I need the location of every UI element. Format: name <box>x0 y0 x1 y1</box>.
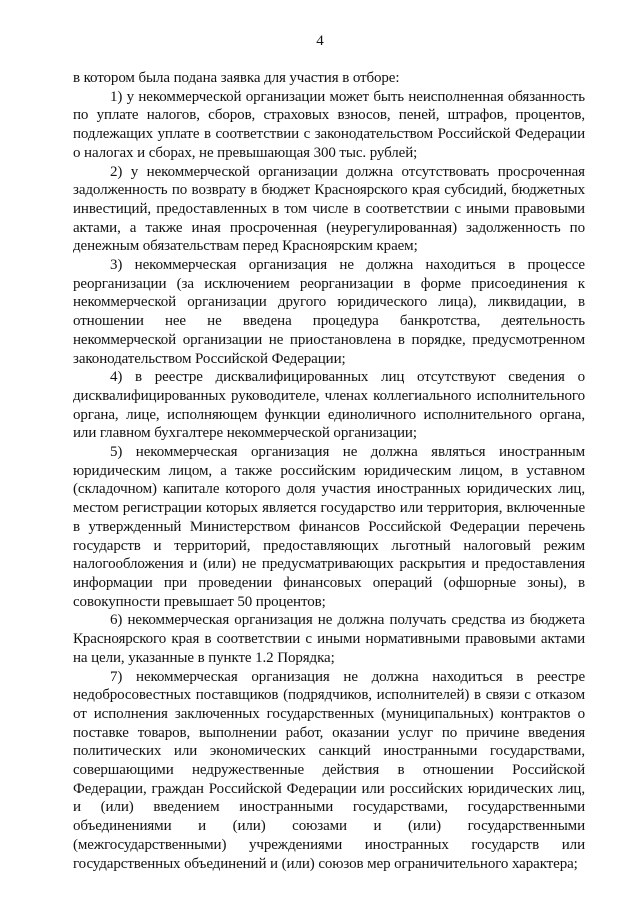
page-number: 4 <box>316 33 324 49</box>
list-item-6: 6) некоммерческая организация не должна получать средства из бюджета Красноярского края в соответствии с иными нормативными правовыми актами на цели, указанные в пункте 1.2 Порядка; <box>73 612 585 666</box>
list-item-5: 5) некоммерческая организация не должна являться иностранным юридическим лицом, а также российским юридическим лицом, в уставном (складочном) капитале которого доля участия иностранных юридических лиц, местом регистрации которых является государство или территория, включенные в утвержденный Министерством финансов Российской Федерации перечень государств и территорий, предоставляющих льготный налоговый режим налогообложения и (или) не предусматривающих раскрытия и предоставления информации при проведении финансовых операций (офшорные зоны), в совокупности превышает 50 процентов; <box>73 444 585 610</box>
list-item-1: 1) у некоммерческой организации может быть неисполненная обязанность по уплате налогов, сборов, страховых взносов, пеней, штрафов, процентов, подлежащих уплате в соответствии с законодательством Российской Федерации о налогах и сборах, не превышающая 300 тыс. рублей; <box>73 88 585 161</box>
list-item-3: 3) некоммерческая организация не должна находиться в процессе реорганизации (за исключением реорганизации в форме присоединения к некоммерческой организации другого юридического лица), ликвидации, в отношении нее не введена процедура банкротства, деятельность некоммерческой организации не приостановлена в порядке, предусмотренном законодательством Российской Федерации; <box>73 257 585 367</box>
list-item-4: 4) в реестре дисквалифицированных лиц отсутствуют сведения о дисквалифицированных руководителе, членах коллегиального исполнительного органа, лице, исполняющем функции единоличного исполнительного органа, или главном бухгалтере некоммерческой организации; <box>73 369 585 442</box>
paragraph-continuation: в котором была подана заявка для участия в отборе: <box>73 70 400 86</box>
list-item-2: 2) у некоммерческой организации должна отсутствовать просроченная задолженность по возврату в бюджет Красноярского края субсидий, бюджетных инвестиций, предоставленных в том числе в соответствии с иными правовыми актами, а также иная просроченная (неурегулированная) задолженность по денежным обязательствам перед Красноярским краем; <box>73 163 585 255</box>
document-body <box>73 69 585 873</box>
list-item-7: 7) некоммерческая организация не должна находиться в реестре недобросовестных поставщиков (подрядчиков, исполнителей) в связи с отказом от исполнения заключенных государственных (муниципальных) контрактов о поставке товаров, выполнении работ, оказании услуг по причине введения политических или экономических санкций иностранными государствами, совершающими недружественные действия в отношении Российской Федерации, граждан Российской Федерации или российских юридических лиц, и (или) введением иностранными государствами, государственными объединениями и (или) союзами и (или) государственными (межгосударственными) учреждениями иностранных государств или государственных объединений и (или) союзов мер ограничительного характера; <box>73 668 585 872</box>
